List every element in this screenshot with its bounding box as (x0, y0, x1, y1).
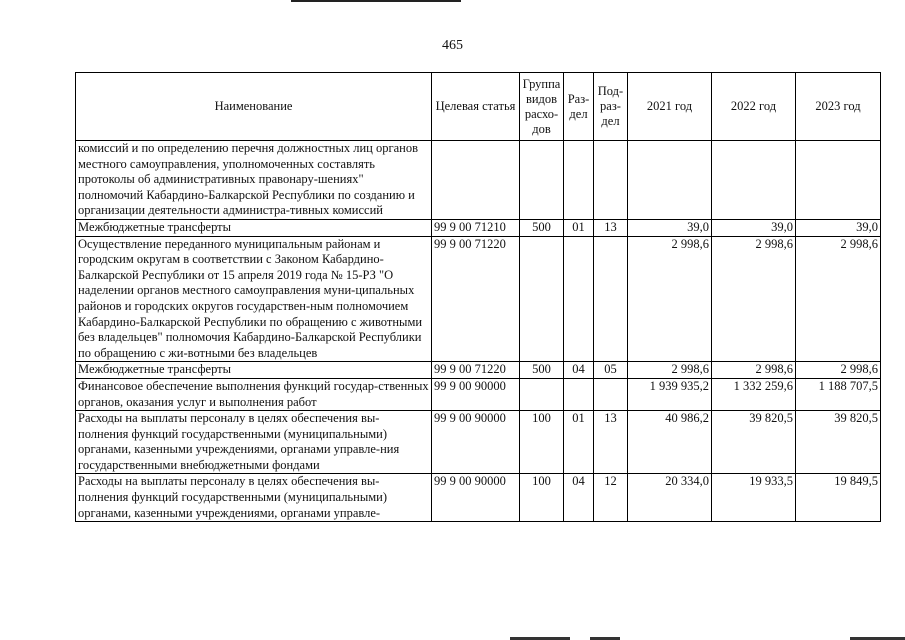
table-row (76, 219, 881, 236)
row-subsection (594, 378, 628, 410)
row-target: 99 9 00 90000 (432, 378, 520, 410)
row-name: Осуществление переданного муниципальным районам и городским округам в соответствии с Законом Кабардино-Балкарской Республики от 15 апреля 2019 года № 15-РЗ "О наделении органов местного самоуправления муни-ципальных районов и городских округов государствен-ным полномочием Кабардино-Балкарской Республики по обращению с животными без владельцев" полномочия Кабардино-Балкарской Республики по обращению с жи-вотными без владельцев (76, 236, 432, 362)
row-group: 100 (520, 411, 564, 474)
row-section: 01 (564, 411, 594, 474)
row-subsection: 12 (594, 474, 628, 522)
row-section (564, 141, 594, 220)
col-header-2021: 2021 год (628, 73, 712, 141)
page-number: 465 (442, 38, 463, 53)
top-rule (291, 0, 461, 2)
col-header-subsection: Под-раз-дел (594, 73, 628, 141)
row-2022: 1 332 259,6 (712, 378, 796, 410)
row-section (564, 378, 594, 410)
row-2023 (796, 141, 881, 220)
row-2023: 2 998,6 (796, 362, 881, 379)
row-group: 100 (520, 474, 564, 522)
row-group: 500 (520, 219, 564, 236)
row-group: 500 (520, 362, 564, 379)
table-row (76, 362, 881, 379)
row-2023: 1 188 707,5 (796, 378, 881, 410)
row-target: 99 9 00 90000 (432, 411, 520, 474)
row-2021: 40 986,2 (628, 411, 712, 474)
row-2023: 39 820,5 (796, 411, 881, 474)
row-group (520, 236, 564, 362)
row-name: Межбюджетные трансферты (76, 362, 432, 379)
row-subsection (594, 236, 628, 362)
row-name: Межбюджетные трансферты (76, 219, 432, 236)
table-row (76, 236, 881, 362)
table-row (76, 411, 881, 474)
row-2021: 20 334,0 (628, 474, 712, 522)
col-header-2022: 2022 год (712, 73, 796, 141)
row-target: 99 9 00 90000 (432, 474, 520, 522)
row-subsection: 05 (594, 362, 628, 379)
row-2022: 19 933,5 (712, 474, 796, 522)
row-2023: 19 849,5 (796, 474, 881, 522)
table-row (76, 378, 881, 410)
table-header (76, 73, 881, 141)
row-2022: 2 998,6 (712, 362, 796, 379)
row-group (520, 141, 564, 220)
table-row (76, 474, 881, 522)
table-row (76, 141, 881, 220)
row-2022: 2 998,6 (712, 236, 796, 362)
row-2023: 39,0 (796, 219, 881, 236)
row-2022: 39,0 (712, 219, 796, 236)
row-2021: 2 998,6 (628, 362, 712, 379)
row-target (432, 141, 520, 220)
row-2021: 1 939 935,2 (628, 378, 712, 410)
col-header-group: Группа видов расхо-дов (520, 73, 564, 141)
row-name: Расходы на выплаты персоналу в целях обеспечения вы-полнения функций государственными (муниципальными) органами, казенными учреждениями, органами управле-ния государственными внебюджетными фондами (76, 411, 432, 474)
row-target: 99 9 00 71220 (432, 362, 520, 379)
row-subsection: 13 (594, 219, 628, 236)
row-target: 99 9 00 71210 (432, 219, 520, 236)
row-subsection (594, 141, 628, 220)
row-2021: 2 998,6 (628, 236, 712, 362)
row-2021 (628, 141, 712, 220)
row-section (564, 236, 594, 362)
row-subsection: 13 (594, 411, 628, 474)
row-2021: 39,0 (628, 219, 712, 236)
row-2022 (712, 141, 796, 220)
row-2023: 2 998,6 (796, 236, 881, 362)
row-section: 01 (564, 219, 594, 236)
col-header-target: Целевая статья (432, 73, 520, 141)
budget-table (75, 72, 881, 522)
col-header-2023: 2023 год (796, 73, 881, 141)
row-name: Финансовое обеспечение выполнения функций государ-ственных органов, оказания услуг и выполнения работ (76, 378, 432, 410)
col-header-section: Раз-дел (564, 73, 594, 141)
row-2022: 39 820,5 (712, 411, 796, 474)
row-group (520, 378, 564, 410)
row-section: 04 (564, 474, 594, 522)
row-name: комиссий и по определению перечня должностных лиц органов местного самоуправления, уполномоченных составлять протоколы об административных правонару-шениях" полномочий Кабардино-Балкарской Республики по созданию и организации деятельности администра-тивных комиссий (76, 141, 432, 220)
row-section: 04 (564, 362, 594, 379)
col-header-name: Наименование (76, 73, 432, 141)
row-name: Расходы на выплаты персоналу в целях обеспечения вы-полнения функций государственными (муниципальными) органами, казенными учреждениями, органами управле- (76, 474, 432, 522)
row-target: 99 9 00 71220 (432, 236, 520, 362)
